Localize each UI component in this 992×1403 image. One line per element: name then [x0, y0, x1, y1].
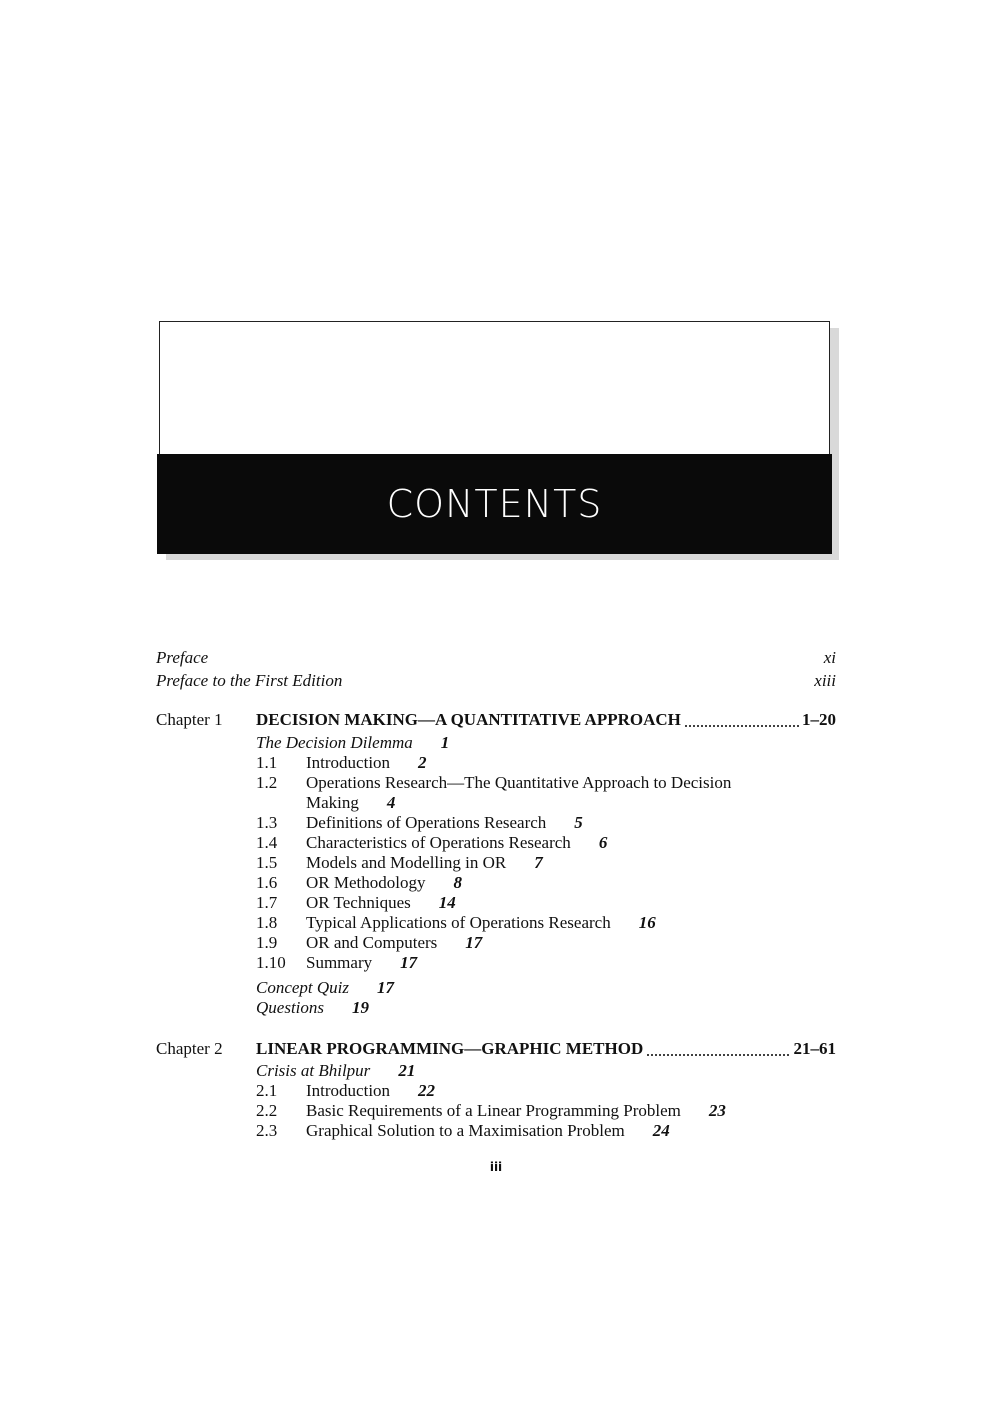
section-entry [0, 753, 836, 773]
page-title: CONTENTS [386, 482, 603, 526]
section-title [306, 873, 462, 893]
section-title-text: Basic Requirements of a Linear Programming Problem [306, 1101, 681, 1120]
entry-page: 19 [352, 998, 369, 1017]
section-title [306, 1101, 726, 1121]
section-title [306, 1121, 670, 1141]
section-title [306, 753, 427, 773]
section-number: 1.7 [256, 893, 278, 912]
section-title-text: Definitions of Operations Research [306, 813, 547, 832]
section-title-text: OR Methodology [306, 873, 426, 892]
case-entry [256, 733, 449, 753]
section-entry [0, 1101, 836, 1121]
section-page: 16 [638, 913, 656, 932]
section-title-text: Introduction [306, 753, 391, 772]
dot-leader [646, 1039, 790, 1059]
front-matter-entry [156, 671, 836, 691]
entry-page: xi [823, 648, 836, 667]
section-title [306, 893, 456, 913]
section-page: 22 [418, 1081, 436, 1100]
section-entry [0, 813, 836, 833]
chapter-label: Chapter 2 [156, 1039, 223, 1058]
section-page: 23 [708, 1101, 726, 1120]
section-title-text: Making [306, 793, 359, 812]
entry-title: Preface to the First Edition [156, 671, 343, 690]
chapter-pages: 21–61 [793, 1039, 836, 1058]
section-number: 1.5 [256, 853, 278, 872]
section-title-text: Characteristics of Operations Research [306, 833, 571, 852]
front-matter-entry [156, 648, 836, 668]
section-number: 1.10 [256, 953, 286, 972]
section-number: 1.2 [256, 773, 278, 792]
section-page: 2 [418, 753, 427, 772]
section-number: 1.8 [256, 913, 278, 932]
section-entry [0, 793, 836, 813]
dot-leader [684, 710, 799, 730]
section-page: 7 [534, 853, 543, 872]
section-title-text: Graphical Solution to a Maximisation Problem [306, 1121, 625, 1140]
section-entry [0, 833, 836, 853]
section-title-text: OR Techniques [306, 893, 411, 912]
case-entry [256, 1061, 415, 1081]
entry-page: 17 [377, 978, 395, 997]
section-title-text: Typical Applications of Operations Research [306, 913, 611, 932]
section-title [306, 913, 656, 933]
section-entry [0, 913, 836, 933]
entry-title: Questions [256, 998, 324, 1017]
section-entry [0, 773, 836, 793]
section-page: 6 [598, 833, 608, 852]
section-number: 1.3 [256, 813, 278, 832]
section-entry [0, 893, 836, 913]
section-entry [0, 933, 836, 953]
entry-title: Concept Quiz [256, 978, 350, 997]
section-title [306, 833, 607, 853]
title-band [157, 454, 832, 554]
section-title [306, 813, 583, 833]
section-page: 17 [400, 953, 418, 972]
section-page: 5 [574, 813, 583, 832]
chapter-title-text: LINEAR PROGRAMMING—GRAPHIC METHOD [256, 1039, 644, 1058]
chapter-heading [156, 710, 836, 730]
section-title [306, 853, 543, 873]
page-number: iii [489, 1160, 503, 1174]
section-number: 1.9 [256, 933, 278, 952]
section-title [306, 793, 395, 813]
section-number: 2.3 [256, 1121, 278, 1140]
section-title-text: Summary [306, 953, 373, 972]
entry-title: Preface [156, 648, 209, 667]
section-page: 14 [438, 893, 456, 912]
chapter-pages: 1–20 [802, 710, 836, 729]
section-page: 17 [465, 933, 483, 952]
entry-page: 1 [440, 733, 450, 752]
entry-page: xiii [814, 671, 836, 690]
section-entry [0, 1121, 836, 1141]
section-title-text: Operations Research—The Quantitative Approach to Decision [306, 773, 732, 792]
section-number: 1.4 [256, 833, 278, 852]
section-number: 2.2 [256, 1101, 278, 1120]
section-number: 1.1 [256, 753, 278, 772]
chapter-title [256, 1039, 836, 1059]
chapter-heading [156, 1039, 836, 1059]
section-entry [0, 1081, 836, 1101]
entry-page: 21 [398, 1061, 416, 1080]
section-title-text: Models and Modelling in OR [306, 853, 507, 872]
section-title [306, 933, 482, 953]
section-title [306, 953, 417, 973]
end-item-entry [256, 978, 394, 998]
section-title [306, 773, 731, 793]
end-item-entry [256, 998, 369, 1018]
chapter-label: Chapter 1 [156, 710, 223, 729]
section-page: 4 [386, 793, 396, 812]
chapter-title-text: DECISION MAKING—A QUANTITATIVE APPROACH [256, 710, 681, 729]
section-title-text: OR and Computers [306, 933, 438, 952]
section-entry [0, 853, 836, 873]
section-entry [0, 873, 836, 893]
section-title [306, 1081, 435, 1101]
section-page: 8 [453, 873, 462, 892]
section-title-text: Introduction [306, 1081, 391, 1100]
section-page: 24 [652, 1121, 670, 1140]
entry-title: The Decision Dilemma [256, 733, 413, 752]
section-entry [0, 953, 836, 973]
section-number: 2.1 [256, 1081, 278, 1100]
chapter-title [256, 710, 836, 730]
section-number: 1.6 [256, 873, 278, 892]
entry-title: Crisis at Bhilpur [256, 1061, 371, 1080]
